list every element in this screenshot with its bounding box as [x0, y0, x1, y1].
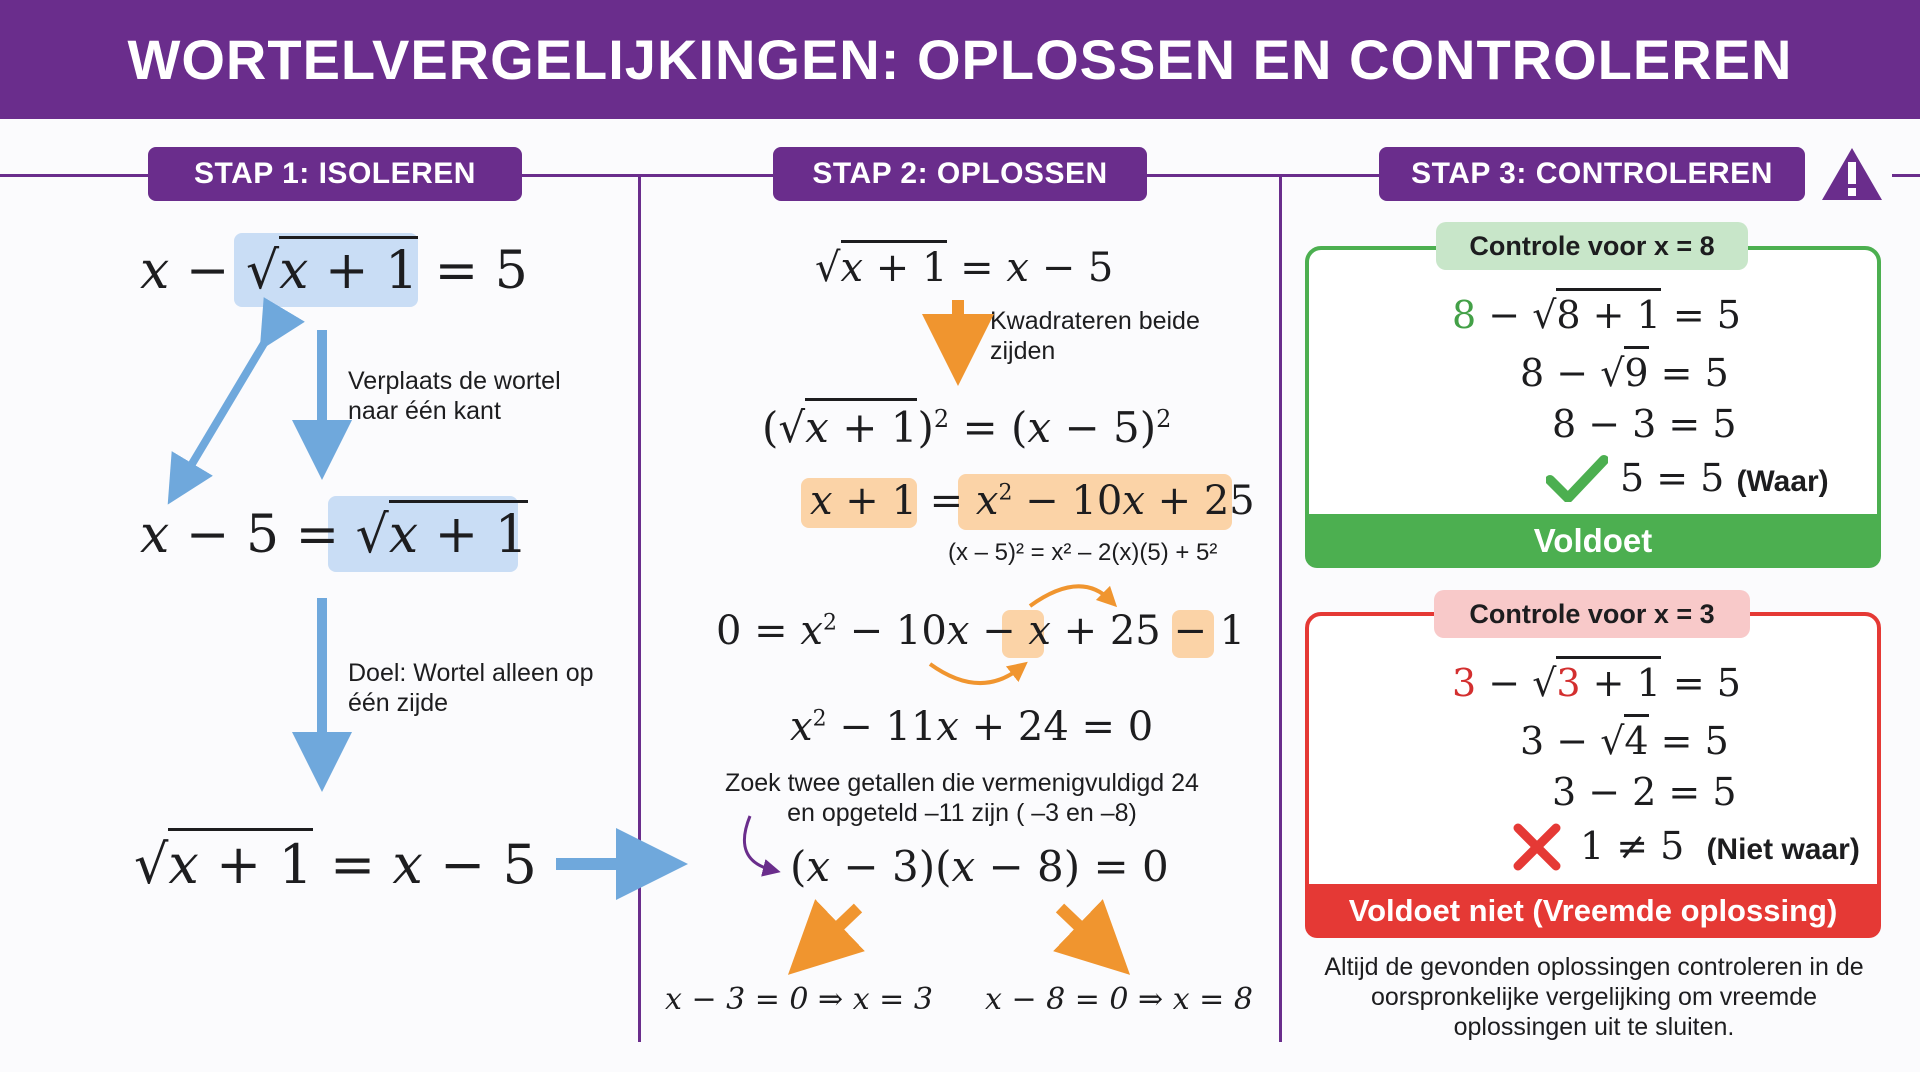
quadratic-equation: $x^2 - 11x + 24 = 0$ [790, 704, 1154, 750]
check3-value: 3 [1452, 661, 1477, 705]
step2-start-equation: √x + 1 = x − 5 [815, 240, 1113, 291]
check3-line4: 1 ≠ 5 (Niet waar) [1580, 824, 1860, 868]
diag-arrow-right [1060, 908, 1104, 950]
factor-note: Zoek twee getallen die vermenigvuldigd 24 en opgeteld –11 zijn ( –3 en –8) [725, 769, 1199, 827]
step3-pill: STAP 3: CONTROLEREN [1379, 147, 1805, 201]
expanded-equation: $x + 1 = x^2 - 10x + 25$ [810, 478, 1255, 524]
diag-arrow-left [814, 908, 858, 950]
check3-line3: 3 − 2 = 5 [1552, 770, 1737, 814]
solution-x8: x − 8 = 0 ⇒ x = 8 [985, 982, 1253, 1017]
step1-note-move: Verplaats de wortel naar één kant [348, 367, 561, 425]
factored-equation: (x − 3)(x − 8) = 0 [790, 842, 1169, 891]
check-tag-x8: Controle voor x = 8 [1436, 222, 1748, 270]
squared-equation: $(√x + 1)^2 = (x - 5)^2$ [762, 398, 1171, 452]
check8-true-label: (Waar) [1736, 465, 1829, 498]
zero-equation: $0 = x^2 - 10x - x + 25 - 1$ [716, 608, 1246, 654]
check8-line4: 5 = 5 (Waar) [1620, 456, 1829, 500]
equation-moved: x − 5 = √x + 1 [140, 500, 528, 565]
check8-line3: 8 − 3 = 5 [1552, 402, 1737, 446]
expansion-note: (x – 5)² = x² – 2(x)(5) + 5² [948, 539, 1218, 566]
check3-line1: 3 − √3 + 1 = 5 [1452, 656, 1741, 705]
purple-hook-arrow [744, 816, 772, 870]
check-tag-x3: Controle voor x = 3 [1434, 590, 1750, 638]
double-arrow-step1 [180, 330, 272, 484]
step1-note-goal: Doel: Wortel alleen op één zijde [348, 659, 594, 717]
check3-false-label: (Niet waar) [1706, 833, 1860, 866]
equation-isolated: √x + 1 = x − 5 [134, 828, 537, 896]
solution-x3: x − 3 = 0 ⇒ x = 3 [665, 982, 933, 1017]
equation-original: x − √x + 1 = 5 [140, 236, 528, 301]
footer-note: Altijd de gevonden oplossingen controleren in de oorspronkelijke vergelijking om vreemde oplossingen uit te sluiten. [1324, 953, 1864, 1041]
check8-value: 8 [1452, 293, 1477, 337]
check3-line2: 3 − √4 = 5 [1520, 714, 1729, 763]
step1-pill: STAP 1: ISOLEREN [148, 147, 522, 201]
check8-line1: 8 − √8 + 1 = 5 [1452, 288, 1741, 337]
curve-arrow-top [1030, 586, 1110, 606]
curve-arrow-bottom [930, 664, 1020, 683]
square-note: Kwadrateren beide zijden [990, 307, 1200, 365]
check8-line2: 8 − √9 = 5 [1520, 346, 1729, 395]
page-title: WORTELVERGELIJKINGEN: OPLOSSEN EN CONTROLEREN [127, 28, 1793, 91]
verdict-band-x3: Voldoet niet (Vreemde oplossing) [1305, 884, 1881, 938]
verdict-band-x8: Voldoet [1305, 514, 1881, 568]
step2-pill: STAP 2: OPLOSSEN [773, 147, 1147, 201]
